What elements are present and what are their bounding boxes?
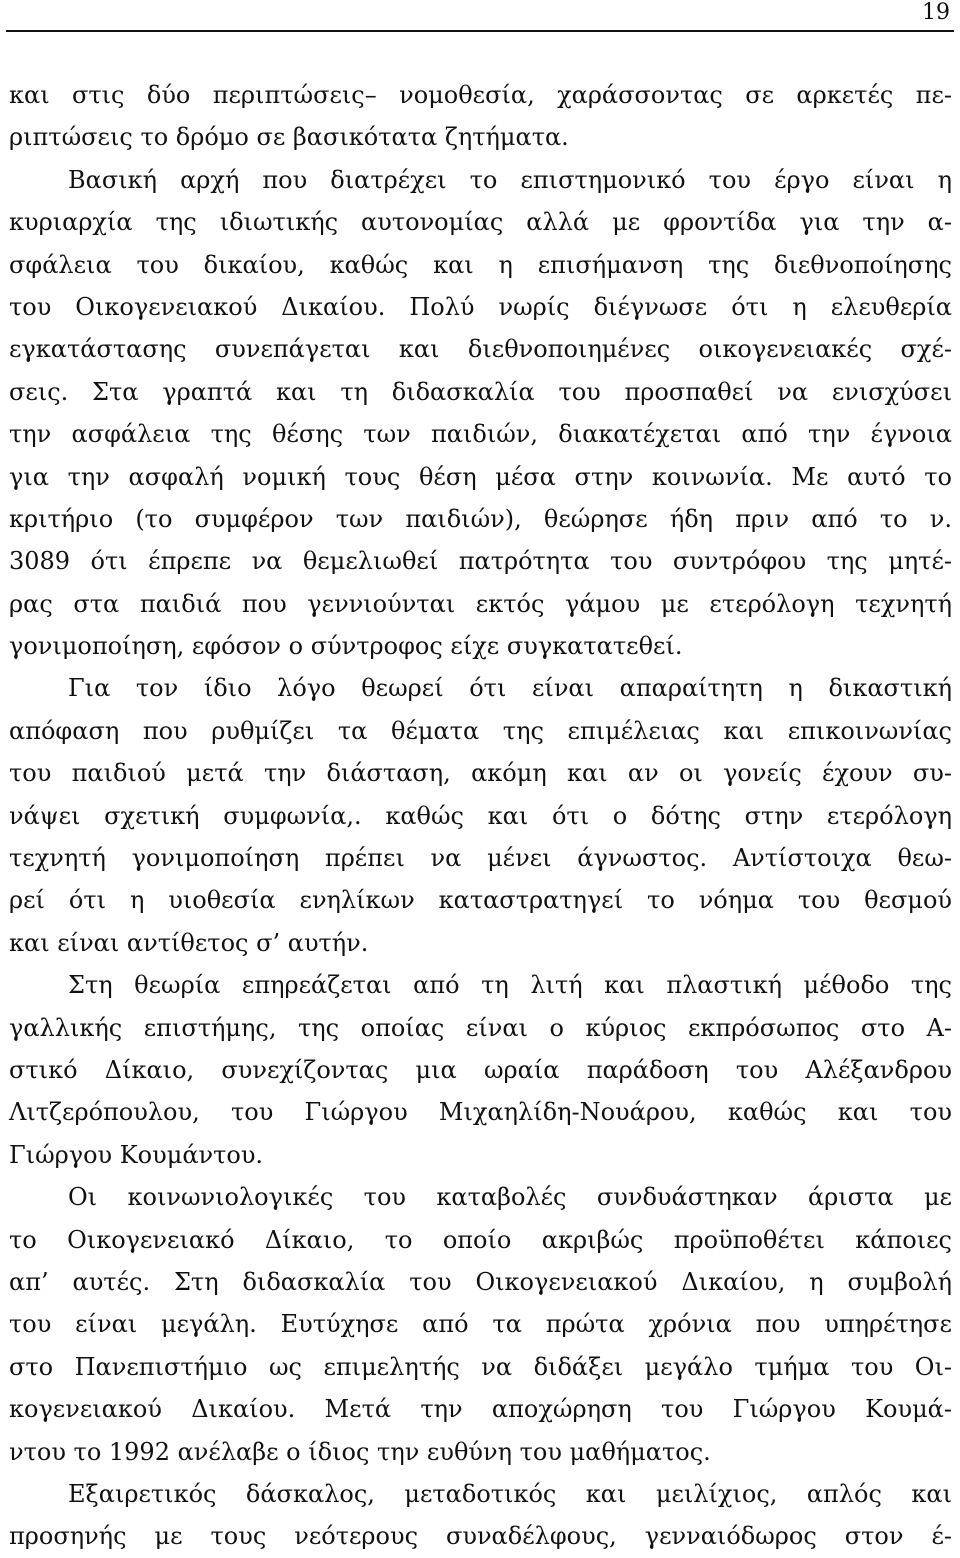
text-line: Βασική αρχή που διατρέχει το επιστημονικό του έργο είναι η [68, 165, 952, 194]
page-number: 19 [922, 0, 950, 25]
text-line: ρεί ότι η υιοθεσία ενηλίκων καταστρατηγεί το νόημα του θεσμού [9, 886, 952, 915]
text-line: σεις. Στα γραπτά και τη διδασκαλία του προσπαθεί να ενισχύσει [9, 377, 952, 406]
text-line: εγκατάστασης συνεπάγεται και διεθνοποιημένες οικογενειακές σχέ- [9, 335, 952, 364]
text-line: κυριαρχία της ιδιωτικής αυτονομίας αλλά με φροντίδα για την α- [9, 208, 952, 237]
header-rule [6, 30, 954, 32]
text-line: απόφαση που ρυθμίζει τα θέματα της επιμέλειας και επικοινωνίας [9, 716, 952, 745]
text-line: του είναι μεγάλη. Ευτύχησε από τα πρώτα χρόνια που υπηρέτησε [9, 1310, 952, 1339]
text-line: απ’ αυτές. Στη διδασκαλία του Οικογενειακού Δικαίου, η συμβολή [9, 1267, 952, 1296]
text-line: Λιτζερόπουλου, του Γιώργου Μιχαηλίδη-Νουάρου, καθώς και του [9, 1098, 952, 1127]
body-text [9, 74, 952, 1558]
text-line: Γιώργου Κουμάντου. [9, 1140, 264, 1169]
text-line: κογενειακού Δικαίου. Μετά την αποχώρηση του Γιώργου Κουμά- [9, 1395, 952, 1424]
text-line: το Οικογενειακό Δίκαιο, το οποίο ακριβώς προϋποθέτει κάποιες [9, 1225, 952, 1254]
text-line: για την ασφαλή νομική τους θέση μέσα στην κοινωνία. Με αυτό το [9, 462, 952, 491]
text-line: νάψει σχετική συμφωνία,. καθώς και ότι ο δότης στην ετερόλογη [9, 801, 952, 830]
text-line: του Οικογενειακού Δικαίου. Πολύ νωρίς διέγνωσε ότι η ελευθερία [9, 292, 952, 321]
text-line: Εξαιρετικός δάσκαλος, μεταδοτικός και μειλίχιος, απλός και [68, 1479, 952, 1508]
text-line: του παιδιού μετά την διάσταση, ακόμη και αν οι γονείς έχουν συ- [9, 759, 952, 788]
text-line: γαλλικής επιστήμης, της οποίας είναι ο κύριος εκπρόσωπος στο Α- [9, 1013, 952, 1042]
text-line: στικό Δίκαιο, συνεχίζοντας μια ωραία παράδοση του Αλέξανδρου [9, 1055, 952, 1084]
text-line: κριτήριο (το συμφέρον των παιδιών), θεώρησε ήδη πριν από το ν. [9, 504, 952, 533]
text-line: Στη θεωρία επηρεάζεται από τη λιτή και πλαστική μέθοδο της [68, 971, 952, 1000]
text-line: ριπτώσεις το δρόμο σε βασικότατα ζητήματα. [9, 123, 569, 152]
text-line: προσηνής με τους νεότερους συναδέλφους, γενναιόδωρος στον έ- [9, 1522, 952, 1551]
text-line: τεχνητή γονιμοποίηση πρέπει να μένει άγνωστος. Αντίστοιχα θεω- [9, 844, 952, 873]
text-line: Για τον ίδιο λόγο θεωρεί ότι είναι απαραίτητη η δικαστική [68, 674, 952, 703]
text-line: την ασφάλεια της θέσης των παιδιών, διακατέχεται από την έγνοια [9, 420, 952, 449]
text-line: 3089 ότι έπρεπε να θεμελιωθεί πατρότητα του συντρόφου της μητέ- [9, 547, 952, 576]
text-line: και είναι αντίθετος σ’ αυτήν. [9, 928, 369, 957]
text-line: σφάλεια του δικαίου, καθώς και η επισήμανση της διεθνοποίησης [9, 250, 952, 279]
text-line: ρας στα παιδιά που γεννιούνται εκτός γάμου με ετερόλογη τεχνητή [9, 589, 952, 618]
text-line: γονιμοποίηση, εφόσον ο σύντροφος είχε συγκατατεθεί. [9, 632, 683, 661]
text-line: ντου το 1992 ανέλαβε ο ίδιος την ευθύνη του μαθήματος. [9, 1437, 711, 1466]
text-line: στο Πανεπιστήμιο ως επιμελητής να διδάξει μεγάλο τμήμα του Οι- [9, 1352, 952, 1381]
text-line: Οι κοινωνιολογικές του καταβολές συνδυάστηκαν άριστα με [68, 1183, 952, 1212]
text-line: και στις δύο περιπτώσεις– νομοθεσία, χαράσσοντας σε αρκετές πε- [9, 81, 952, 109]
